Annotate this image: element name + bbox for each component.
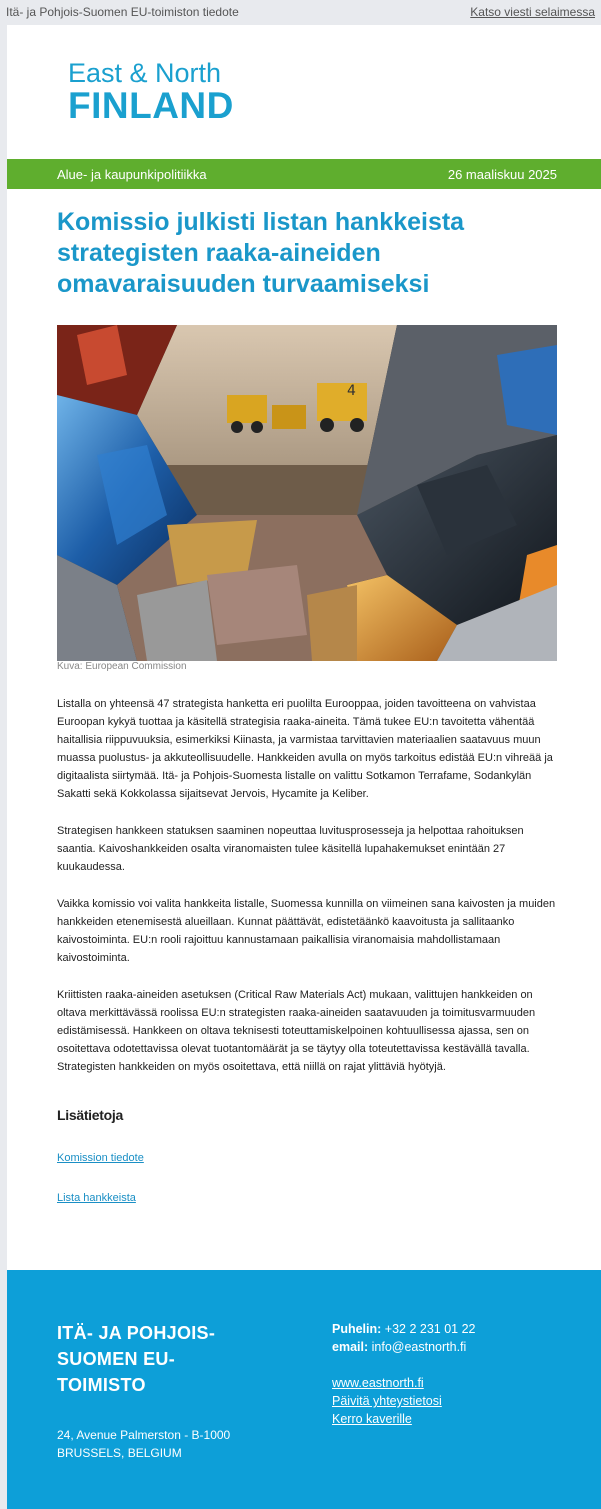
address-line2: BRUSSELS, BELGIUM xyxy=(57,1446,182,1460)
category-bar xyxy=(7,159,601,189)
footer-contact xyxy=(332,1320,476,1428)
email-address[interactable]: info@eastnorth.fi xyxy=(371,1340,467,1354)
article-headline: Komissio julkisti listan hankkeista strategisten raaka-aineiden omavaraisuuden turvaamiseksi xyxy=(57,208,465,298)
category-label: Alue- ja kaupunkipolitiikka xyxy=(57,166,207,182)
truck-number: 4 xyxy=(347,383,356,399)
newsletter-container xyxy=(7,25,601,1509)
paragraph: Vaikka komissio voi valita hankkeita listalle, Suomessa kunnilla on viimeinen sana kaivosten ja muiden hankkeiden etenemisestä alueillaan. Kunnat päättävät, edistetäänkö kaavoitusta ja sallitaanko kaivostoiminta. EU:n rooli rajoittuu kannustamaan paikallisia viranomaisia mahdollistamaan kaivostoiminta. xyxy=(57,898,556,964)
east-north-finland-logo[interactable] xyxy=(68,58,234,124)
tell-a-friend-link[interactable]: Kerro kaverille xyxy=(332,1412,412,1426)
preheader xyxy=(0,0,601,24)
image-caption: Kuva: European Commission xyxy=(57,661,187,672)
phone-label: Puhelin: xyxy=(332,1322,382,1336)
phone-row xyxy=(332,1320,476,1338)
paragraph: Strategisen hankkeen statuksen saaminen nopeuttaa luvitusprosesseja ja helpottaa rahoituksen saantia. Kaivoshankkeiden osalta viranomaisten tulee käsitellä lupahakemukset enintään 27 kuukaudessa. xyxy=(57,825,524,873)
address-line1: 24, Avenue Palmerston - B-1000 xyxy=(57,1428,231,1442)
view-in-browser-link[interactable]: Katso viesti selaimessa xyxy=(470,5,595,19)
footer-address xyxy=(57,1426,230,1462)
phone-number: +32 2 231 01 22 xyxy=(384,1322,476,1336)
logo-line1: East & North xyxy=(68,58,222,88)
update-contact-link[interactable]: Päivitä yhteystietosi xyxy=(332,1394,442,1408)
email-row xyxy=(332,1338,476,1356)
commission-press-release-link[interactable]: Komission tiedote xyxy=(57,1152,144,1164)
logo-line2: FINLAND xyxy=(68,85,234,126)
preheader-text: Itä- ja Pohjois-Suomen EU-toimiston tiedote xyxy=(6,5,239,19)
article-body xyxy=(57,695,557,1095)
project-list-link[interactable]: Lista hankkeista xyxy=(57,1192,136,1204)
paragraph: Listalla on yhteensä 47 strategista hanketta eri puolilta Eurooppaa, joiden tavoitteena on vahvistaa Euroopan kykyä tuottaa ja käsitellä strategisia raaka-aineita. Tämä tukee EU:n tavoitetta vähentää haitallisia riippuvuuksia, esimerkiksi Kiinasta, ja varmistaa tarvittavien materiaalien saatavuus muun muassa puolustus- ja akkuteollisuudelle. Hankkeiden avulla on myös tarkoitus edistää EU:n vihreää ja digitaalista siirtymää. Itä- ja Pohjois-Suomesta listalle on valittu Sotkamon Terrafame, Sodankylän Sakatti sekä Kokkolassa sijaitsevat Jervois, Hycamite ja Keliber. xyxy=(57,698,553,800)
paragraph: Kriittisten raaka-aineiden asetuksen (Critical Raw Materials Act) mukaan, valittujen hankkeiden on oltava merkittävässä roolissa EU:n strategisten raaka-aineiden saatavuuden ja toimitusvarmuuden edistämisessä. Hankkeen on oltava teknisesti toteuttamiskelpoinen kohtuullisessa ajassa, sen on osoitettava odotettavissa olevat tuotantomäärät ja se täytyy olla toteutettavissa kestävällä tavalla. Strategisten hankkeiden on myös osoitettava, että niillä on rajat ylittäviä hyötyjä. xyxy=(57,989,536,1073)
footer-org-name: ITÄ- JA POHJOIS-SUOMEN EU-TOIMISTO xyxy=(57,1323,216,1395)
publish-date: 26 maaliskuu 2025 xyxy=(447,166,557,182)
email-label: email: xyxy=(332,1340,369,1354)
more-info-heading: Lisätietoja xyxy=(57,1107,123,1123)
website-link[interactable]: www.eastnorth.fi xyxy=(332,1376,424,1390)
hero-image xyxy=(57,325,557,661)
footer xyxy=(7,1270,601,1509)
raw-materials-collage xyxy=(57,325,557,661)
